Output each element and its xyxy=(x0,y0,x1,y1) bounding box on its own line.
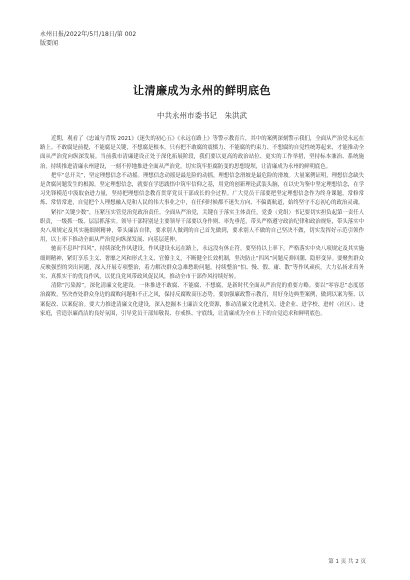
section-info: 版要闻 xyxy=(40,40,59,47)
article-paragraph: 近期，观看了《忠诚与背叛 2021》《迷失的初心五》《永远在路上》等警示教育片，其中的案例深刻警示我们，全面从严治党永远在路上。不敢腐是前提，不能腐是关键，不想腐是根本。只有把不敢腐的震慑力、不能腐的约束力、不想腐的自觉性统筹起来，才能推动全面从严治党向纵深发展。当前我市清廉建设正处于深化拓展阶段，我们要以更高的政治站位、更实的工作举措，坚持标本兼治、系统施治，持续推进清廉永州建设，一刻不停地推进全面从严治党，切实筑牢拒腐防变的思想堤坝，让清廉成为永州的鲜明底色。 xyxy=(40,136,364,170)
article-paragraph: 驰而不息纠“四风”，持续深化作风建设。作风建设永远在路上，永远没有休止符。要坚持以上率下，严格落实中央八项规定及其实施细则精神，紧盯享乐主义、奢靡之风和形式主义、官僚主义，不断健全长效机制，坚决防止“四风”问题反弹回潮、隐形变异。要聚焦群众反映强烈的突出问题，深入开展专项整治，着力解决群众急难愁盼问题，持续整治“怕、慢、假、庸、散”等作风顽疾，大力弘扬求真务实、真抓实干的优良作风，以优良党风带政风促民风，推动全市干部作风持续好转。 xyxy=(40,246,364,281)
publication-info: 永州日报/2022年/5月/18日/第 002 xyxy=(40,31,137,38)
article-author: 中共永州市委书记 朱洪武 xyxy=(157,111,247,120)
article-body xyxy=(40,135,364,319)
page-number: 第 1 页 共 2 页 xyxy=(328,559,366,565)
article-paragraph: 把牢“总开关”，坚定理想信念不动摇。理想信念动摇是最危险的动摇，理想信念滑坡是最危险的滑坡。大量案例证明，理想信念缺失是贪腐问题发生的根源。坚定理想信念，就要在学思践悟中筑牢信仰之基，用党的创新理论武装头脑，在以史为鉴中坚定理想信念，在学习先锋模范中汲取奋进力量，坚持把理想信念教育贯穿党员干部成长的全过程。广大党员干部要把坚定理想信念作为终身课题，常修常炼、常悟常进，自觉把个人理想融入党和人民的伟大事业之中，在任何时候都不迷失方向、不偏离航道，始终坚守不忘初心的政治灵魂。 xyxy=(40,172,364,207)
article-paragraph: 清除“污染源”，深化清廉文化建设。一体推进不敢腐、不能腐、不想腐，是新时代全面从严治党的重要方略。要以“零容忍”态度惩治腐败，坚决查处群众身边的腐败问题和不正之风，保持反腐败高压态势。要加强廉政警示教育，用好身边典型案例，做到以案为鉴、以案促改、以案促治。要大力推进清廉文化建设，深入挖掘本土廉洁文化资源，推动清廉文化进机关、进企业、进学校、进村（社区）、进家庭，营造崇廉尚洁的良好氛围，引导党员干部知敬畏、存戒惧、守底线，让清廉成为全市上下的自觉追求和鲜明底色。 xyxy=(40,283,364,317)
article-title: 让清廉成为永州的鲜明底色 xyxy=(133,84,271,97)
article-paragraph: 紧扣“关键少数”，压紧压实管党治党政治责任。全面从严治党，关键在于落实主体责任，党委（党组）书记要切实担负起第一责任人职责，一级抓一级、层层抓落实。领导干部特别是主要领导干部要以身作则、率先垂范，带头严格遵守政治纪律和政治规矩，带头落实中央八项规定及其实施细则精神，带头廉洁自律，要求别人做到的自己首先做到，要求别人不做的自己坚决不做，切实发挥好示范引领作用，以上率下推动全面从严治党向纵深发展、向基层延伸。 xyxy=(40,209,364,244)
